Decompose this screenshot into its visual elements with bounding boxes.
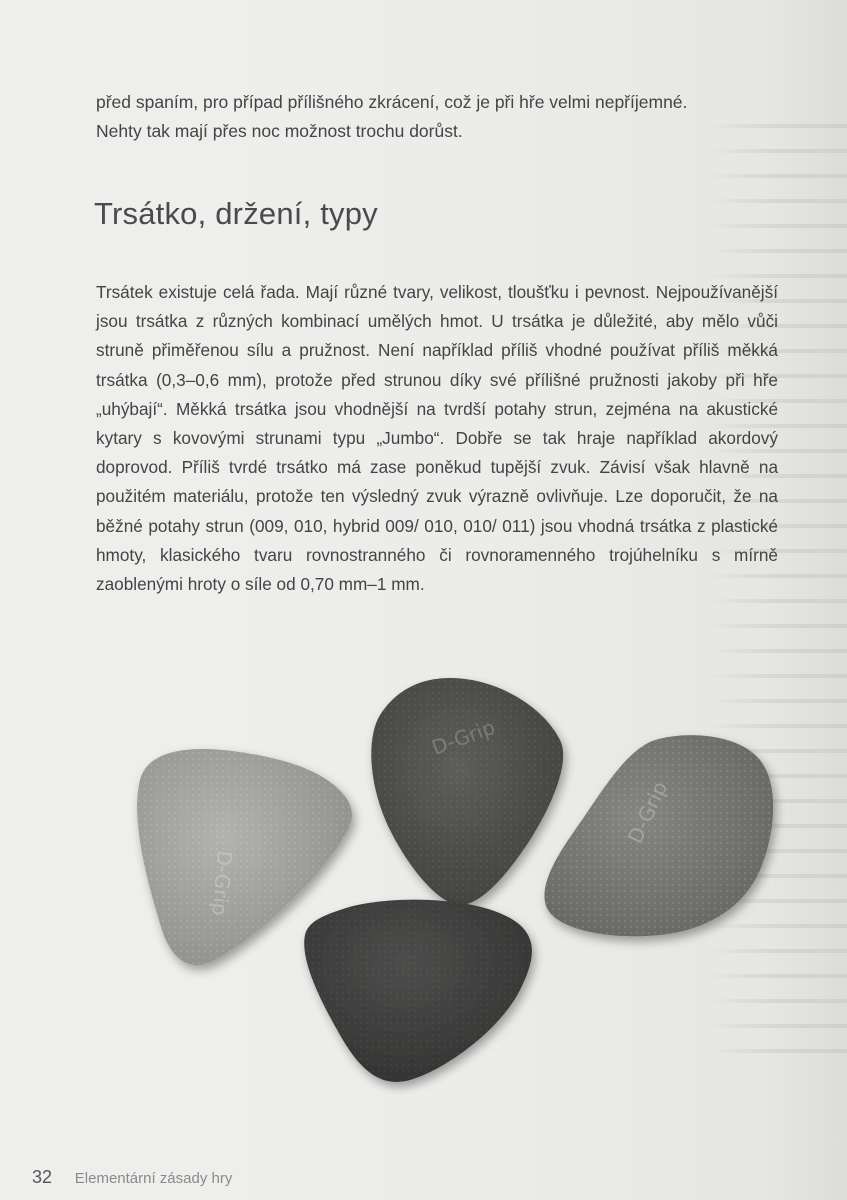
- pick-dark-top: [371, 678, 563, 905]
- page-number: 32: [32, 1167, 53, 1187]
- page-footer: [32, 1167, 232, 1188]
- pick-logo-text: D-Grip: [622, 777, 673, 848]
- top-paragraph: před spaním, pro případ přílišného zkrácení, což je při hře velmi nepříjemné. Nehty tak mají přes noc možnost trochu dorůst.: [96, 92, 688, 141]
- pick-logo-text: D-Grip: [428, 714, 499, 760]
- body-paragraph: Trsátek existuje celá řada. Mají různé tvary, velikost, tloušťku i pevnost. Nejpoužívanější jsou trsátka z různých kombinací umělých hmot. U trsátka je důležité, aby mělo vůči struně přiměřenou sílu a pružnost. Není například příliš vhodné používat příliš měkká trsátka (0,3–0,6 mm), protože před strunou díky své přílišné pružnosti jakoby při hře „uhýbají“. Měkká trsátka jsou vhodnější na tvrdší potahy strun, zejména na akustické kytary s kovovými strunami typu „Jumbo“. Dobře se tak hraje například akordový doprovod. Příliš tvrdé trsátko má zase poněkud tupější zvuk. Závisí však hlavně na použitém materiálu, protože ten výsledný zvuk výrazně ovlivňuje. Lze doporučit, že na běžné potahy strun (009, 010, hybrid 009/ 010, 010/ 011) jsou vhodná trsátka z plastické hmoty, klasického tvaru rovnostranného či rovnoramenného trojúhelníku s mírně zaoblenými hroty o síle od 0,70 mm–1 mm.: [96, 282, 778, 595]
- section-heading: Trsátko, držení, typy: [94, 196, 378, 231]
- pick-mid-right: [544, 735, 773, 936]
- pick-logo-text: D-Grip: [207, 849, 237, 917]
- chapter-title: Elementární zásady hry: [74, 1170, 233, 1187]
- guitar-picks-photo: [100, 660, 800, 1100]
- pick-dark-bottom: [304, 900, 532, 1082]
